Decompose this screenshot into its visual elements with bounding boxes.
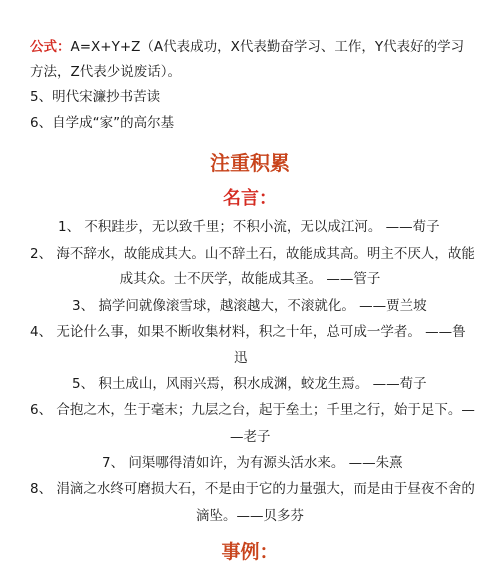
- quote-5: 5、 积土成山，风雨兴焉，积水成渊，蛟龙生焉。 ——荀子: [72, 376, 427, 392]
- quote-8-line-2: 滴坠。——贝多芬: [196, 508, 304, 524]
- formula-line-1: [30, 38, 464, 56]
- list-item: 5、明代宋濂抄书苦读: [30, 89, 161, 105]
- formula-label: 公式：: [30, 39, 71, 55]
- quote-4-line-1: 4、 无论什么事，如果不断收集材料，积之十年，总可成一学者。 ——鲁: [30, 324, 466, 340]
- quote-4-line-2: 迅: [234, 350, 248, 366]
- section-title: 注重积累: [210, 151, 290, 175]
- quote-7: 7、 问渠哪得清如许，为有源头活水来。 ——朱熹: [102, 455, 403, 471]
- quote-2-line-1: 2、 海不辞水，故能成其大。山不辞土石，故能成其高。明主不厌人，故能: [30, 246, 475, 262]
- quote-3: 3、 搞学问就像滚雪球，越滚越大，不滚就化。 ——贾兰坡: [72, 298, 427, 314]
- formula-line-2: 方法，Z代表少说废话）。: [30, 64, 181, 80]
- sayings-title: 名言：: [223, 188, 277, 209]
- quote-2-line-2: 成其众。士不厌学，故能成其圣。 ——管子: [119, 271, 381, 287]
- examples-title: 事例：: [221, 541, 279, 563]
- quote-1: 1、 不积跬步，无以致千里；不积小流，无以成江河。 ——荀子: [58, 219, 440, 235]
- quote-6-line-1: 6、 合抱之木，生于毫末；九层之台，起于垒土；千里之行，始于足下。—: [30, 402, 475, 418]
- list-item: 6、自学成“家”的高尔基: [30, 115, 175, 131]
- formula-text: A=X+Y+Z（A代表成功，X代表勤奋学习、工作，Y代表好的学习: [70, 39, 465, 55]
- quote-6-line-2: —老子: [230, 429, 271, 445]
- quote-8-line-1: 8、 涓滴之水终可磨损大石，不是由于它的力量强大，而是由于昼夜不舍的: [30, 481, 475, 497]
